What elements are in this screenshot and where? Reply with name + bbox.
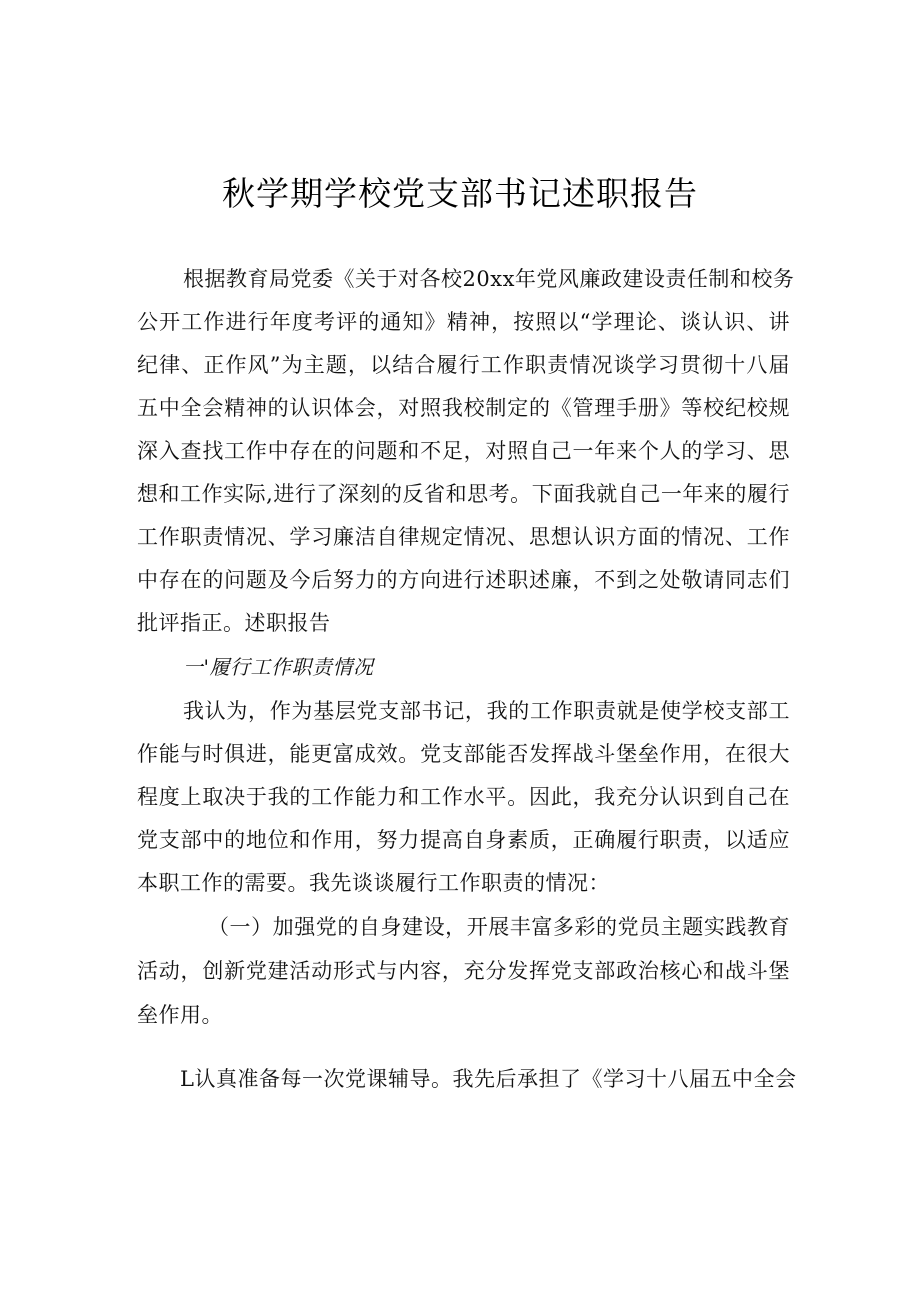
para2-line-4: 党支部中的地位和作用，努力提高自身素质，正确履行职责，以适应 [137, 828, 790, 852]
subheading-line-1: （一）加强党的自身建设，开展丰富多彩的党员主题实践教育 [208, 915, 790, 939]
subheading-line-3: 垒作用。 [137, 1003, 223, 1027]
intro-line-2: 公开工作进行年度考评的通知》精神，按照以“学理论、谈认识、讲 [137, 310, 790, 334]
para2-line-3: 程度上取决于我的工作能力和工作水平。因此，我充分认识到自己在 [137, 785, 790, 809]
document-title: 秋学期学校党支部书记述职报告 [222, 174, 698, 213]
intro-line-5: 深入查找工作中存在的问题和不足，对照自己一年来个人的学习、思 [137, 439, 790, 463]
para2-line-2: 作能与时俱进，能更富成效。党支部能否发挥战斗堡垒作用，在很大 [137, 742, 790, 766]
intro-line-9: 批评指正。述职报告 [137, 611, 331, 635]
para2-line-5: 本职工作的需要。我先谈谈履行工作职责的情况： [137, 871, 610, 895]
subheading-line-2: 活动，创新党建活动形式与内容，充分发挥党支部政治核心和战斗堡 [137, 959, 790, 983]
intro-line-6: 想和工作实际,进行了深刻的反省和思考。下面我就自己一年来的履行 [137, 482, 790, 506]
section-heading: 一'履行工作职责情况 [183, 655, 374, 679]
para3-line-1: L认真准备每一次党课辅导。我先后承担了《学习十八届五中全会 [180, 1067, 797, 1091]
para2-line-1: 我认为，作为基层党支部书记，我的工作职责就是使学校支部工 [183, 699, 790, 723]
intro-line-8: 中存在的问题及今后努力的方向进行述职述廉，不到之处敬请同志们 [137, 568, 790, 592]
intro-line-3: 纪律、正作风”为主题，以结合履行工作职责情况谈学习贯彻十八届 [137, 353, 790, 377]
intro-line-4: 五中全会精神的认识体会，对照我校制定的《管理手册》等校纪校规 [137, 396, 790, 420]
intro-line-7: 工作职责情况、学习廉洁自律规定情况、思想认识方面的情况、工作 [137, 525, 790, 549]
intro-line-1: 根据教育局党委《关于对各校20xx年党风廉政建设责任制和校务 [183, 267, 795, 291]
